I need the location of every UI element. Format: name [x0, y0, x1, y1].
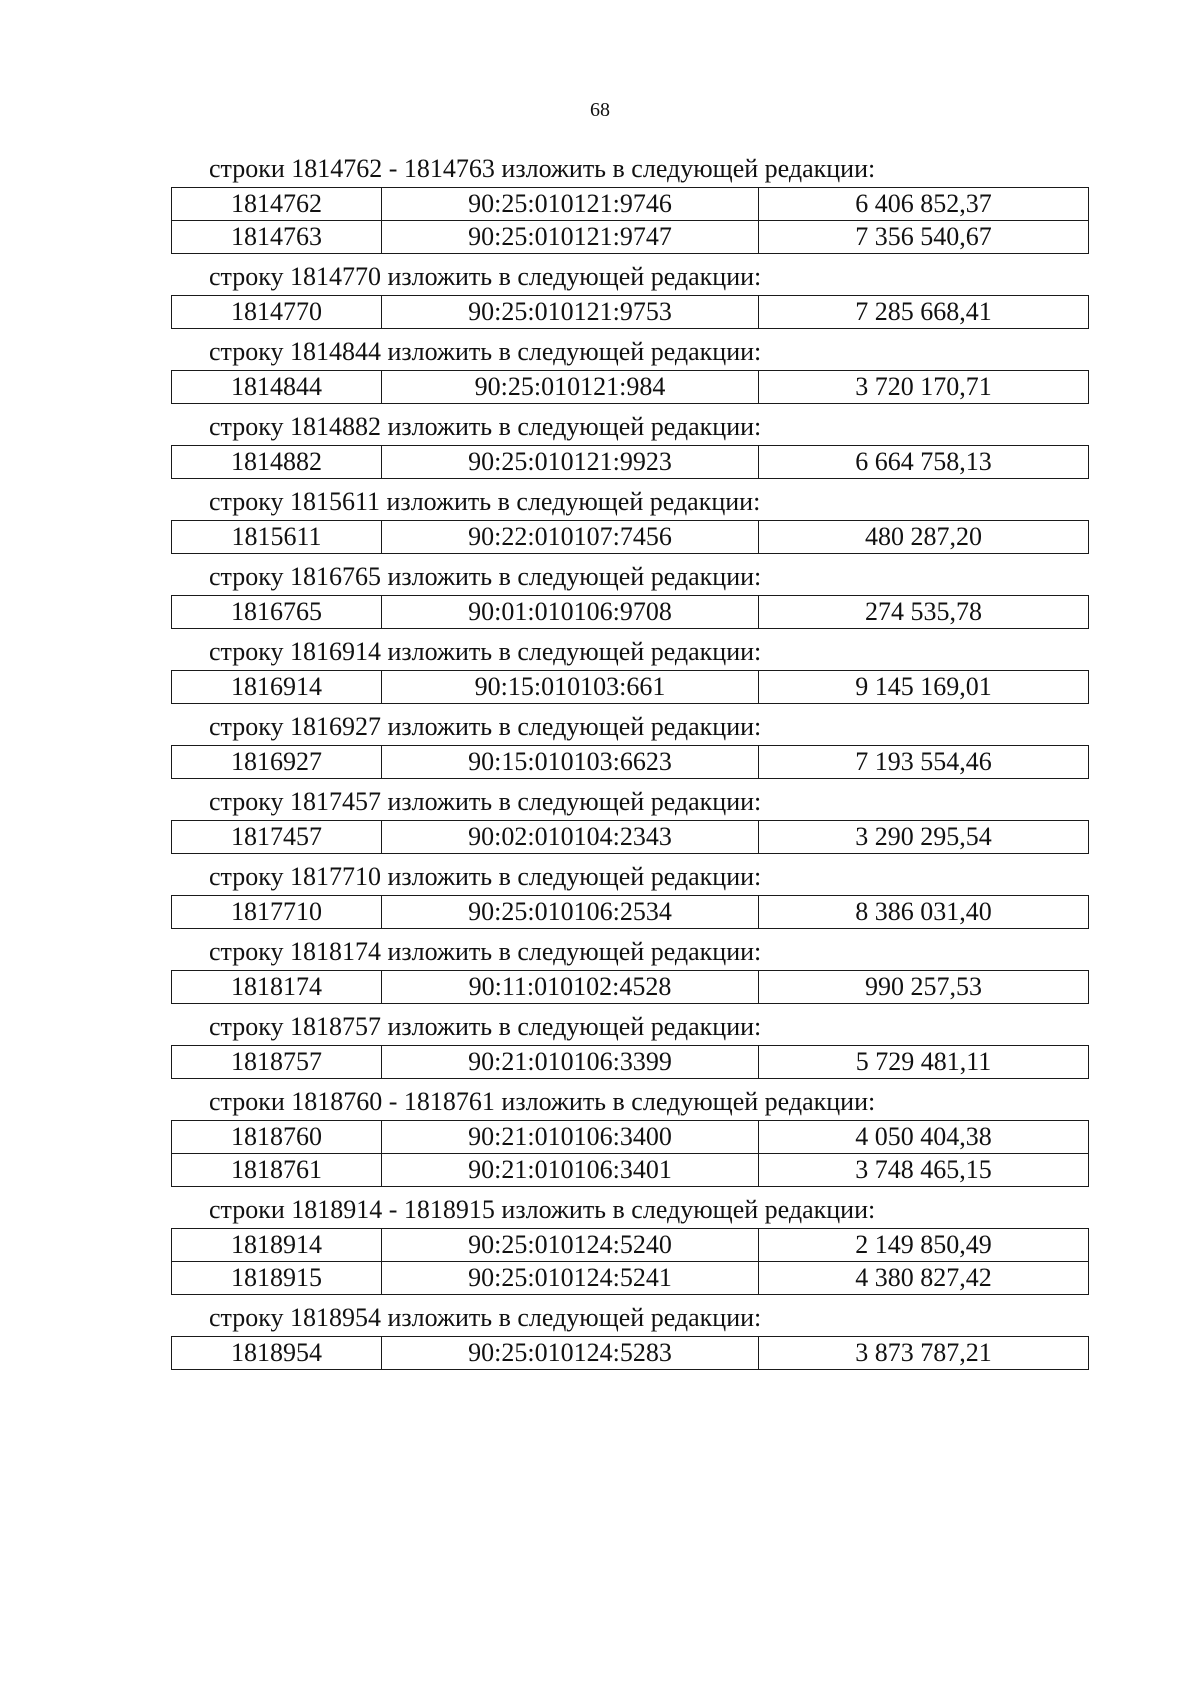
cadastral-number-cell: 90:21:010106:3400 — [382, 1121, 759, 1154]
cadastral-number-cell: 90:02:010104:2343 — [382, 821, 759, 854]
amendment-section — [171, 859, 1088, 929]
amendment-instruction: строку 1817710 изложить в следующей редакции: — [209, 862, 762, 891]
amendment-table — [171, 1045, 1089, 1079]
row-number-cell: 1815611 — [172, 521, 382, 554]
amendment-section — [171, 784, 1088, 854]
row-number-cell: 1814763 — [172, 221, 382, 254]
amendment-table — [171, 1120, 1089, 1187]
amendment-section — [171, 1009, 1088, 1079]
table-row — [172, 1154, 1089, 1187]
amendment-section — [171, 559, 1088, 629]
amendment-table — [171, 895, 1089, 929]
table-row — [172, 821, 1089, 854]
cadastral-number-cell: 90:15:010103:661 — [382, 671, 759, 704]
row-number-cell: 1818174 — [172, 971, 382, 1004]
cadastral-number-cell: 90:22:010107:7456 — [382, 521, 759, 554]
cadastral-number-cell: 90:25:010124:5283 — [382, 1337, 759, 1370]
cadastral-number-cell: 90:15:010103:6623 — [382, 746, 759, 779]
amendment-section — [171, 709, 1088, 779]
row-number-cell: 1814762 — [172, 188, 382, 221]
cadastral-value-cell: 2 149 850,49 — [759, 1229, 1089, 1262]
table-row — [172, 521, 1089, 554]
amendment-instruction: строку 1816765 изложить в следующей редакции: — [209, 562, 762, 591]
amendment-table — [171, 670, 1089, 704]
cadastral-value-cell: 5 729 481,11 — [759, 1046, 1089, 1079]
row-number-cell: 1814844 — [172, 371, 382, 404]
table-row — [172, 596, 1089, 629]
cadastral-number-cell: 90:25:010121:9923 — [382, 446, 759, 479]
page-number: 68 — [590, 99, 610, 121]
row-number-cell: 1816927 — [172, 746, 382, 779]
row-number-cell: 1818761 — [172, 1154, 382, 1187]
table-row — [172, 1337, 1089, 1370]
row-number-cell: 1818914 — [172, 1229, 382, 1262]
amendment-instruction: строку 1814770 изложить в следующей редакции: — [209, 262, 762, 291]
amendment-section — [171, 409, 1088, 479]
amendment-instruction: строки 1818914 - 1818915 изложить в следующей редакции: — [209, 1195, 876, 1224]
cadastral-value-cell: 3 748 465,15 — [759, 1154, 1089, 1187]
row-number-cell: 1817710 — [172, 896, 382, 929]
amendment-instruction: строку 1814844 изложить в следующей редакции: — [209, 337, 762, 366]
cadastral-number-cell: 90:25:010121:9746 — [382, 188, 759, 221]
cadastral-value-cell: 990 257,53 — [759, 971, 1089, 1004]
cadastral-value-cell: 7 285 668,41 — [759, 296, 1089, 329]
document-body — [171, 151, 1088, 1375]
cadastral-value-cell: 4 050 404,38 — [759, 1121, 1089, 1154]
cadastral-number-cell: 90:25:010121:9753 — [382, 296, 759, 329]
cadastral-number-cell: 90:25:010121:984 — [382, 371, 759, 404]
amendment-section — [171, 484, 1088, 554]
cadastral-value-cell: 480 287,20 — [759, 521, 1089, 554]
cadastral-value-cell: 3 720 170,71 — [759, 371, 1089, 404]
amendment-section — [171, 934, 1088, 1004]
cadastral-number-cell: 90:25:010121:9747 — [382, 221, 759, 254]
row-number-cell: 1814882 — [172, 446, 382, 479]
table-row — [172, 371, 1089, 404]
amendment-table — [171, 820, 1089, 854]
amendment-instruction: строки 1814762 - 1814763 изложить в следующей редакции: — [209, 154, 876, 183]
row-number-cell: 1816765 — [172, 596, 382, 629]
amendment-table — [171, 745, 1089, 779]
cadastral-value-cell: 8 386 031,40 — [759, 896, 1089, 929]
amendment-table — [171, 295, 1089, 329]
cadastral-number-cell: 90:11:010102:4528 — [382, 971, 759, 1004]
row-number-cell: 1818760 — [172, 1121, 382, 1154]
amendment-instruction: строку 1817457 изложить в следующей редакции: — [209, 787, 762, 816]
row-number-cell: 1818954 — [172, 1337, 382, 1370]
amendment-table — [171, 1228, 1089, 1295]
row-number-cell: 1816914 — [172, 671, 382, 704]
cadastral-value-cell: 9 145 169,01 — [759, 671, 1089, 704]
cadastral-value-cell: 3 290 295,54 — [759, 821, 1089, 854]
amendment-section — [171, 1300, 1088, 1370]
cadastral-number-cell: 90:25:010106:2534 — [382, 896, 759, 929]
cadastral-number-cell: 90:21:010106:3399 — [382, 1046, 759, 1079]
table-row — [172, 446, 1089, 479]
amendment-section — [171, 1192, 1088, 1295]
amendment-table — [171, 445, 1089, 479]
amendment-table — [171, 520, 1089, 554]
amendment-section — [171, 334, 1088, 404]
amendment-section — [171, 1084, 1088, 1187]
table-row — [172, 221, 1089, 254]
cadastral-value-cell: 7 193 554,46 — [759, 746, 1089, 779]
amendment-instruction: строки 1818760 - 1818761 изложить в следующей редакции: — [209, 1087, 876, 1116]
cadastral-number-cell: 90:21:010106:3401 — [382, 1154, 759, 1187]
amendment-instruction: строку 1816914 изложить в следующей редакции: — [209, 637, 762, 666]
amendment-table — [171, 1336, 1089, 1370]
cadastral-value-cell: 6 406 852,37 — [759, 188, 1089, 221]
amendment-table — [171, 595, 1089, 629]
table-row — [172, 971, 1089, 1004]
table-row — [172, 296, 1089, 329]
amendment-section — [171, 634, 1088, 704]
amendment-section — [171, 259, 1088, 329]
amendment-instruction: строку 1815611 изложить в следующей редакции: — [209, 487, 761, 516]
row-number-cell: 1814770 — [172, 296, 382, 329]
cadastral-value-cell: 4 380 827,42 — [759, 1262, 1089, 1295]
amendment-instruction: строку 1814882 изложить в следующей редакции: — [209, 412, 762, 441]
amendment-instruction: строку 1816927 изложить в следующей редакции: — [209, 712, 762, 741]
amendment-instruction: строку 1818954 изложить в следующей редакции: — [209, 1303, 762, 1332]
cadastral-value-cell: 7 356 540,67 — [759, 221, 1089, 254]
row-number-cell: 1817457 — [172, 821, 382, 854]
row-number-cell: 1818757 — [172, 1046, 382, 1079]
table-row — [172, 896, 1089, 929]
table-row — [172, 1046, 1089, 1079]
cadastral-number-cell: 90:25:010124:5241 — [382, 1262, 759, 1295]
cadastral-number-cell: 90:25:010124:5240 — [382, 1229, 759, 1262]
cadastral-value-cell: 274 535,78 — [759, 596, 1089, 629]
amendment-table — [171, 370, 1089, 404]
cadastral-value-cell: 3 873 787,21 — [759, 1337, 1089, 1370]
amendment-instruction: строку 1818174 изложить в следующей редакции: — [209, 937, 762, 966]
amendment-table — [171, 187, 1089, 254]
table-row — [172, 1229, 1089, 1262]
cadastral-value-cell: 6 664 758,13 — [759, 446, 1089, 479]
row-number-cell: 1818915 — [172, 1262, 382, 1295]
amendment-table — [171, 970, 1089, 1004]
cadastral-number-cell: 90:01:010106:9708 — [382, 596, 759, 629]
table-row — [172, 746, 1089, 779]
table-row — [172, 1262, 1089, 1295]
table-row — [172, 1121, 1089, 1154]
amendment-section — [171, 151, 1088, 254]
amendment-instruction: строку 1818757 изложить в следующей редакции: — [209, 1012, 762, 1041]
table-row — [172, 671, 1089, 704]
table-row — [172, 188, 1089, 221]
